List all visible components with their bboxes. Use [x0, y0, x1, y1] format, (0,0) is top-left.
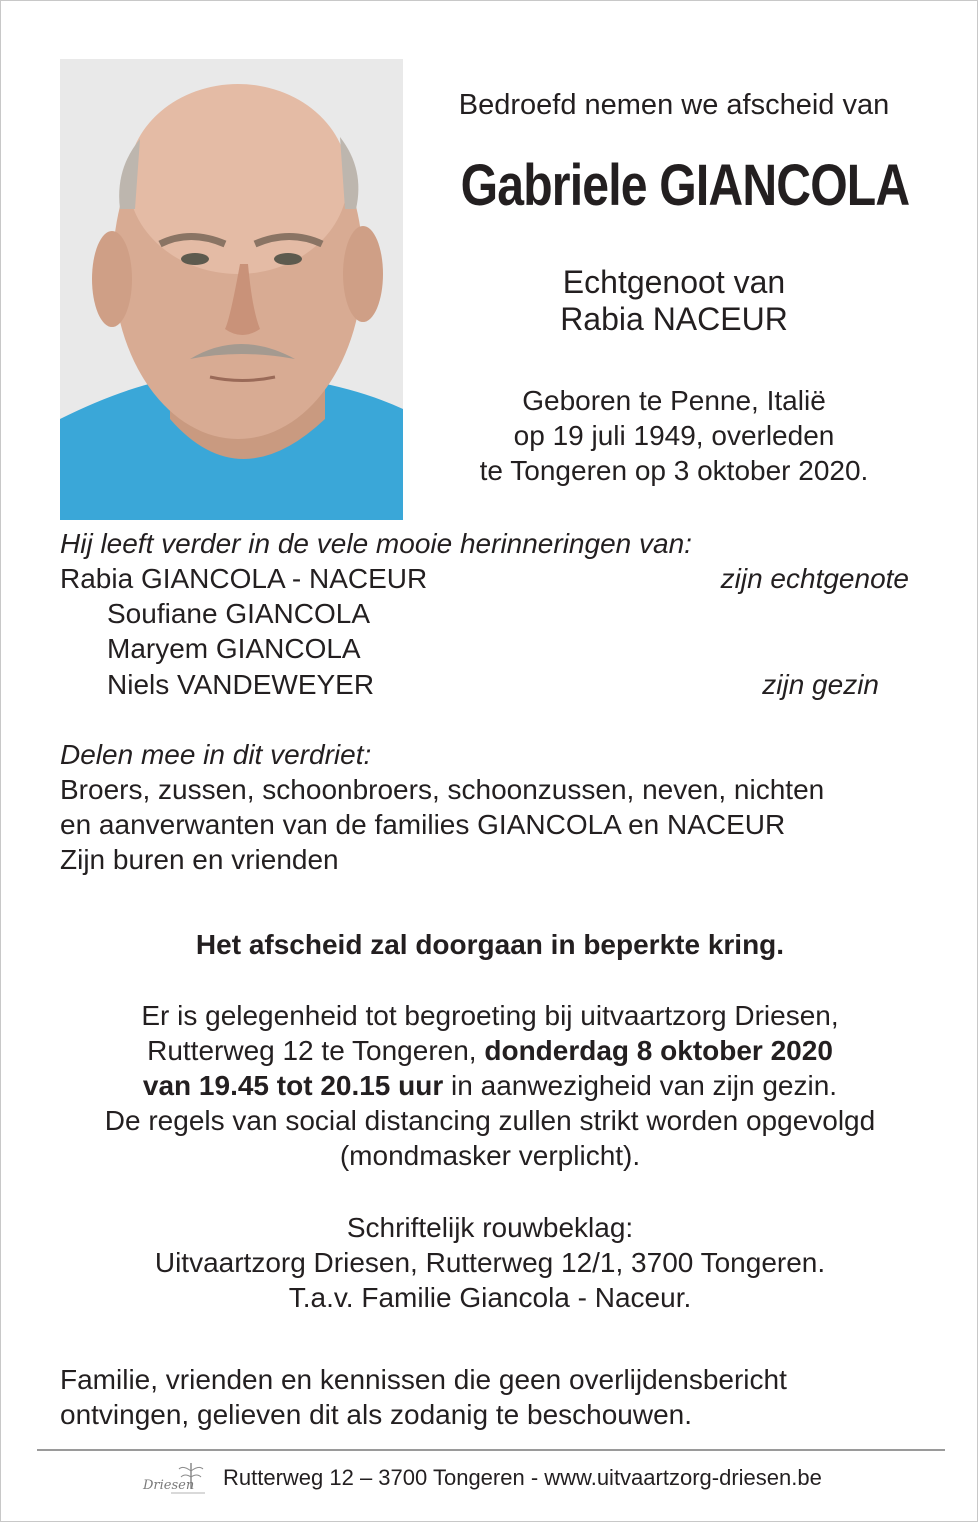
grief-heading: Delen mee in dit verdriet: [60, 739, 372, 770]
visitation-time: van 19.45 tot 20.15 uur [142, 1070, 444, 1101]
grief-line: Zijn buren en vrienden [60, 844, 339, 875]
memories-heading: Hij leeft verder in de vele mooie herinneringen van: [60, 528, 692, 559]
visitation-line: (mondmasker verplicht). [339, 1140, 641, 1171]
condolence-heading: Schriftelijk rouwbeklag: [346, 1212, 634, 1243]
visitation-address: Rutterweg 12 te Tongeren, [147, 1035, 485, 1066]
family-member-name: Soufiane GIANCOLA [107, 598, 371, 629]
visitation-line [1, 1033, 979, 1068]
family-member-name: Maryem GIANCOLA [107, 633, 361, 664]
family-relation: zijn echtgenote [720, 563, 909, 594]
family-member-name: Rabia GIANCOLA - NACEUR [60, 563, 428, 594]
family-relation: zijn gezin [762, 669, 879, 700]
closing-line: ontvingen, gelieven dit als zodanig te beschouwen. [60, 1399, 692, 1430]
spouse-name: Rabia NACEUR [560, 301, 788, 337]
farewell-announcement: Het afscheid zal doorgaan in beperkte kring. [195, 929, 785, 960]
deceased-name: Gabriele GIANCOLA [460, 153, 910, 218]
portrait-photo [60, 59, 403, 520]
footer-address: Rutterweg 12 – 3700 Tongeren - www.uitvaartzorg-driesen.be [223, 1465, 822, 1490]
dates-line: op 19 juli 1949, overleden [513, 420, 835, 451]
spouse-label: Echtgenoot van [562, 264, 786, 300]
visitation-line: Er is gelegenheid tot begroeting bij uitvaartzorg Driesen, [141, 1000, 839, 1031]
death-line: te Tongeren op 3 oktober 2020. [479, 455, 869, 486]
grief-line: Broers, zussen, schoonbroers, schoonzussen, neven, nichten [60, 774, 825, 805]
closing-line: Familie, vrienden en kennissen die geen overlijdensbericht [60, 1364, 787, 1395]
spouse-block [419, 264, 929, 338]
condolence-address: Uitvaartzorg Driesen, Rutterweg 12/1, 3700 Tongeren. [154, 1247, 826, 1278]
intro-text: Bedroefd nemen we afscheid van [458, 89, 890, 121]
logo-wordmark: Driesen [143, 1478, 195, 1493]
funeral-home-logo [141, 1459, 209, 1501]
portrait-illustration [60, 59, 403, 520]
visitation-block [1, 998, 979, 1173]
tree-logo-icon [141, 1459, 209, 1501]
visitation-line [1, 1068, 979, 1103]
visitation-presence: in aanwezigheid van zijn gezin. [443, 1070, 838, 1101]
birth-death-block [419, 383, 929, 488]
family-member-name: Niels VANDEWEYER [107, 669, 375, 700]
footer-divider [37, 1449, 945, 1451]
condolence-block [1, 1210, 979, 1315]
condolence-attention: T.a.v. Familie Giancola - Naceur. [288, 1282, 692, 1313]
birth-line: Geboren te Penne, Italië [522, 385, 826, 416]
grief-line: en aanverwanten van de families GIANCOLA en NACEUR [60, 809, 786, 840]
visitation-line: De regels van social distancing zullen strikt worden opgevolgd [104, 1105, 876, 1136]
visitation-date: donderdag 8 oktober 2020 [484, 1035, 833, 1066]
